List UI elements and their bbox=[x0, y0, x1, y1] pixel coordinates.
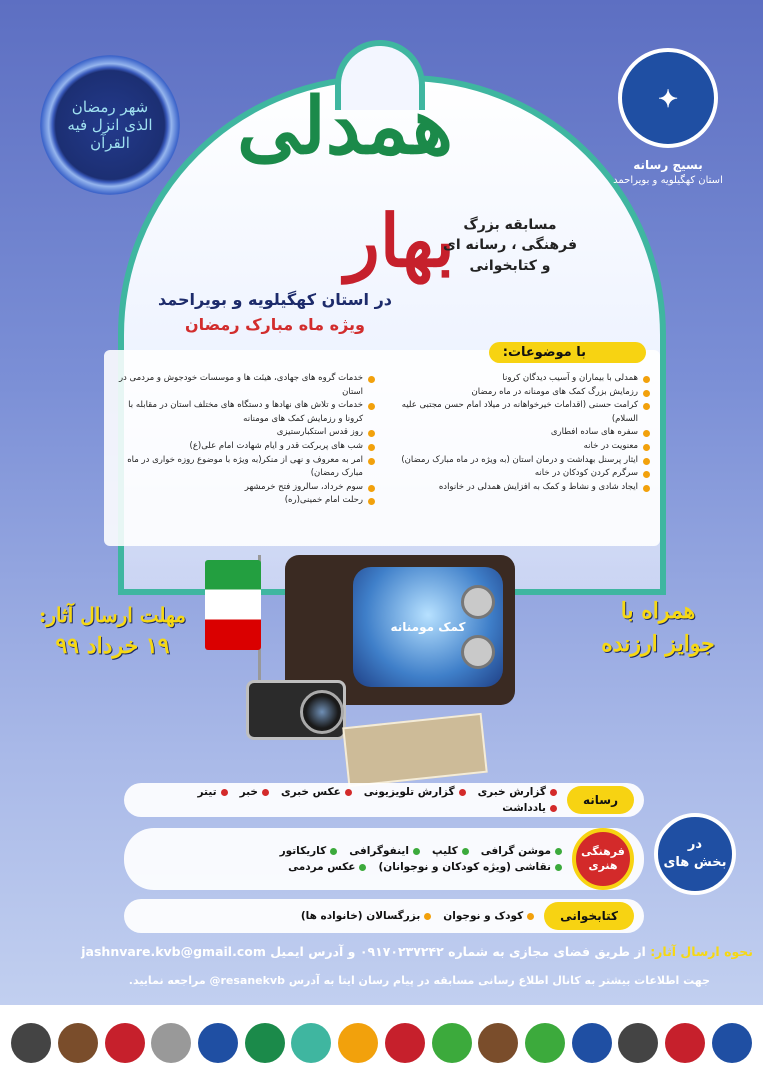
topic-item: معنویت در خانه bbox=[389, 440, 650, 454]
media-item: عکس خبری bbox=[281, 786, 352, 798]
prizes-line-2: جوایز ارزنده bbox=[601, 631, 715, 657]
sponsor-logo-icon bbox=[245, 1023, 285, 1063]
books-item: کودک و نوجوان bbox=[443, 910, 534, 922]
organizer-logo bbox=[608, 48, 728, 186]
sponsor-logo-icon bbox=[665, 1023, 705, 1063]
media-item: یادداشت bbox=[502, 802, 557, 814]
topic-item: همدلی با بیماران و آسیب دیدگان کرونا bbox=[389, 372, 650, 386]
topic-item: رزمایش بزرگ کمک های مومنانه در ماه رمضان bbox=[389, 386, 650, 400]
sponsor-logo-icon bbox=[151, 1023, 191, 1063]
logo-name: بسیج رسانه bbox=[633, 158, 703, 172]
section-media bbox=[124, 783, 644, 817]
title-hamdeli: همدلی bbox=[237, 81, 453, 172]
basij-media-logo-icon: ✦ bbox=[618, 48, 718, 148]
media-item: تیتر bbox=[198, 786, 228, 798]
sponsor-logo-icon bbox=[618, 1023, 658, 1063]
topic-item: شب های پربرکت قدر و ایام شهادت امام علی(ع) bbox=[114, 440, 375, 454]
sections-circle-line-2: بخش های bbox=[663, 855, 727, 870]
topic-item: امر به معروف و نهی از منکر(به ویژه با موضوع روزه خواری در ماه مبارک رمضان) bbox=[114, 454, 375, 481]
medallion-calligraphy: شهر رمضان الذی انزل فیه القرآن bbox=[67, 98, 153, 152]
media-item: گزارش خبری bbox=[478, 786, 557, 798]
sponsor-logo-icon bbox=[198, 1023, 238, 1063]
topic-item: روز قدس استکبارستیزی bbox=[114, 426, 375, 440]
art-item: اینفوگرافی bbox=[349, 845, 420, 857]
contest-line-2: فرهنگی ، رسانه ای bbox=[442, 237, 577, 254]
contact-email[interactable]: jashnvare.kvb@gmail.com bbox=[81, 944, 266, 959]
topic-item: سرگرم کردن کودکان در خانه bbox=[389, 467, 650, 481]
logo-province: استان کهگیلویه و بویراحمد bbox=[613, 175, 723, 186]
contest-line-1: مسابقه بزرگ bbox=[463, 217, 557, 233]
sponsor-logo-icon bbox=[478, 1023, 518, 1063]
sections-area bbox=[104, 783, 763, 933]
topic-item: ایثار پرسنل بهداشت و درمان استان (به ویژه در ماه مبارک رمضان) bbox=[389, 454, 650, 468]
tv-knob-icon bbox=[461, 585, 495, 619]
sponsor-logo-icon bbox=[712, 1023, 752, 1063]
deadline-date: ۱۹ خرداد ۹۹ bbox=[55, 633, 170, 659]
media-item: گزارش تلویزیونی bbox=[364, 786, 466, 798]
topics-left-column bbox=[114, 372, 375, 508]
prizes-block bbox=[573, 595, 743, 661]
media-item: خبر bbox=[240, 786, 269, 798]
section-books-label: کتابخوانی bbox=[544, 902, 634, 930]
camera-lens-icon bbox=[300, 690, 344, 734]
topic-item: خدمات گروه های جهادی، هیئت ها و موسسات خودجوش و مردمی در استان bbox=[114, 372, 375, 399]
topic-item: سفره های ساده افطاری bbox=[389, 426, 650, 440]
sponsor-logo-icon bbox=[105, 1023, 145, 1063]
topic-item: ایجاد شادی و نشاط و کمک به افزایش همدلی در خانواده bbox=[389, 481, 650, 495]
province-line: در استان کهگیلویه و بویراحمد bbox=[157, 290, 393, 309]
sponsor-logo-icon bbox=[11, 1023, 51, 1063]
contact-label: نحوه ارسال آثار: bbox=[650, 944, 753, 959]
deadline-label: مهلت ارسال آثار: bbox=[39, 603, 186, 627]
contest-line-3: و کتابخوانی bbox=[469, 257, 551, 274]
title-bahar: بهار bbox=[345, 198, 455, 283]
sponsor-logo-icon bbox=[525, 1023, 565, 1063]
sponsor-logo-icon bbox=[58, 1023, 98, 1063]
section-media-label: رسانه bbox=[567, 786, 634, 814]
topic-item: خدمات و تلاش های نهادها و دستگاه های مختلف استان در مقابله با کرونا و رزمایش کمک های مومنانه bbox=[114, 399, 375, 426]
iran-flag-icon bbox=[205, 560, 261, 650]
contact-text: از طریق فضای مجازی به شماره ۰۹۱۷۰۲۳۷۲۴۲ و آدرس ایمیل bbox=[270, 944, 646, 959]
sponsor-logo-icon bbox=[385, 1023, 425, 1063]
sections-circle bbox=[654, 813, 736, 895]
topics-heading: با موضوعات: bbox=[489, 342, 646, 363]
sponsor-logo-icon bbox=[572, 1023, 612, 1063]
contact-line bbox=[10, 944, 753, 959]
ramadan-medallion-icon bbox=[40, 55, 180, 195]
art-item: کاریکاتور bbox=[280, 845, 338, 857]
section-art bbox=[124, 828, 644, 890]
art-item: کلیپ bbox=[432, 845, 469, 857]
photos-illustration bbox=[342, 713, 488, 787]
contest-subtitle bbox=[440, 215, 580, 276]
deadline-block bbox=[20, 600, 205, 663]
topics-right-column bbox=[389, 372, 650, 508]
topic-item: کرامت حسنی (اقدامات خیرخواهانه در میلاد امام حسن مجتبی علیه السلام) bbox=[389, 399, 650, 426]
art-item: عکس مردمی bbox=[288, 861, 366, 873]
books-item: بزرگسالان (خانواده ها) bbox=[301, 910, 431, 922]
sponsor-logo-icon bbox=[432, 1023, 472, 1063]
info-note: جهت اطلاعات بیشتر به کانال اطلاع رسانی مسابقه در پیام رسان ایتا به آدرس resanekvb@ مراجعه نمایید. bbox=[128, 974, 710, 987]
section-art-label: فرهنگی هنری bbox=[572, 828, 634, 890]
sponsor-logo-icon bbox=[291, 1023, 331, 1063]
tv-knob-icon bbox=[461, 635, 495, 669]
sponsor-logo-icon bbox=[338, 1023, 378, 1063]
ramadan-line: ویژه ماه مبارک رمضان bbox=[184, 315, 365, 334]
topic-item: سوم خرداد، سالروز فتح خرمشهر bbox=[114, 481, 375, 495]
sponsor-logos-strip bbox=[0, 1005, 763, 1080]
art-item: موشن گرافی bbox=[481, 845, 562, 857]
sections-circle-line-1: در bbox=[687, 837, 703, 853]
topics-box bbox=[104, 345, 660, 546]
tv-screen-text: کمک مومنانه bbox=[390, 620, 466, 634]
section-books bbox=[124, 899, 644, 933]
prizes-line-1: همراه با bbox=[620, 598, 696, 624]
art-item: نقاشی (ویژه کودکان و نوجوانان) bbox=[378, 861, 562, 873]
topic-item: رحلت امام خمینی(ره) bbox=[114, 494, 375, 508]
